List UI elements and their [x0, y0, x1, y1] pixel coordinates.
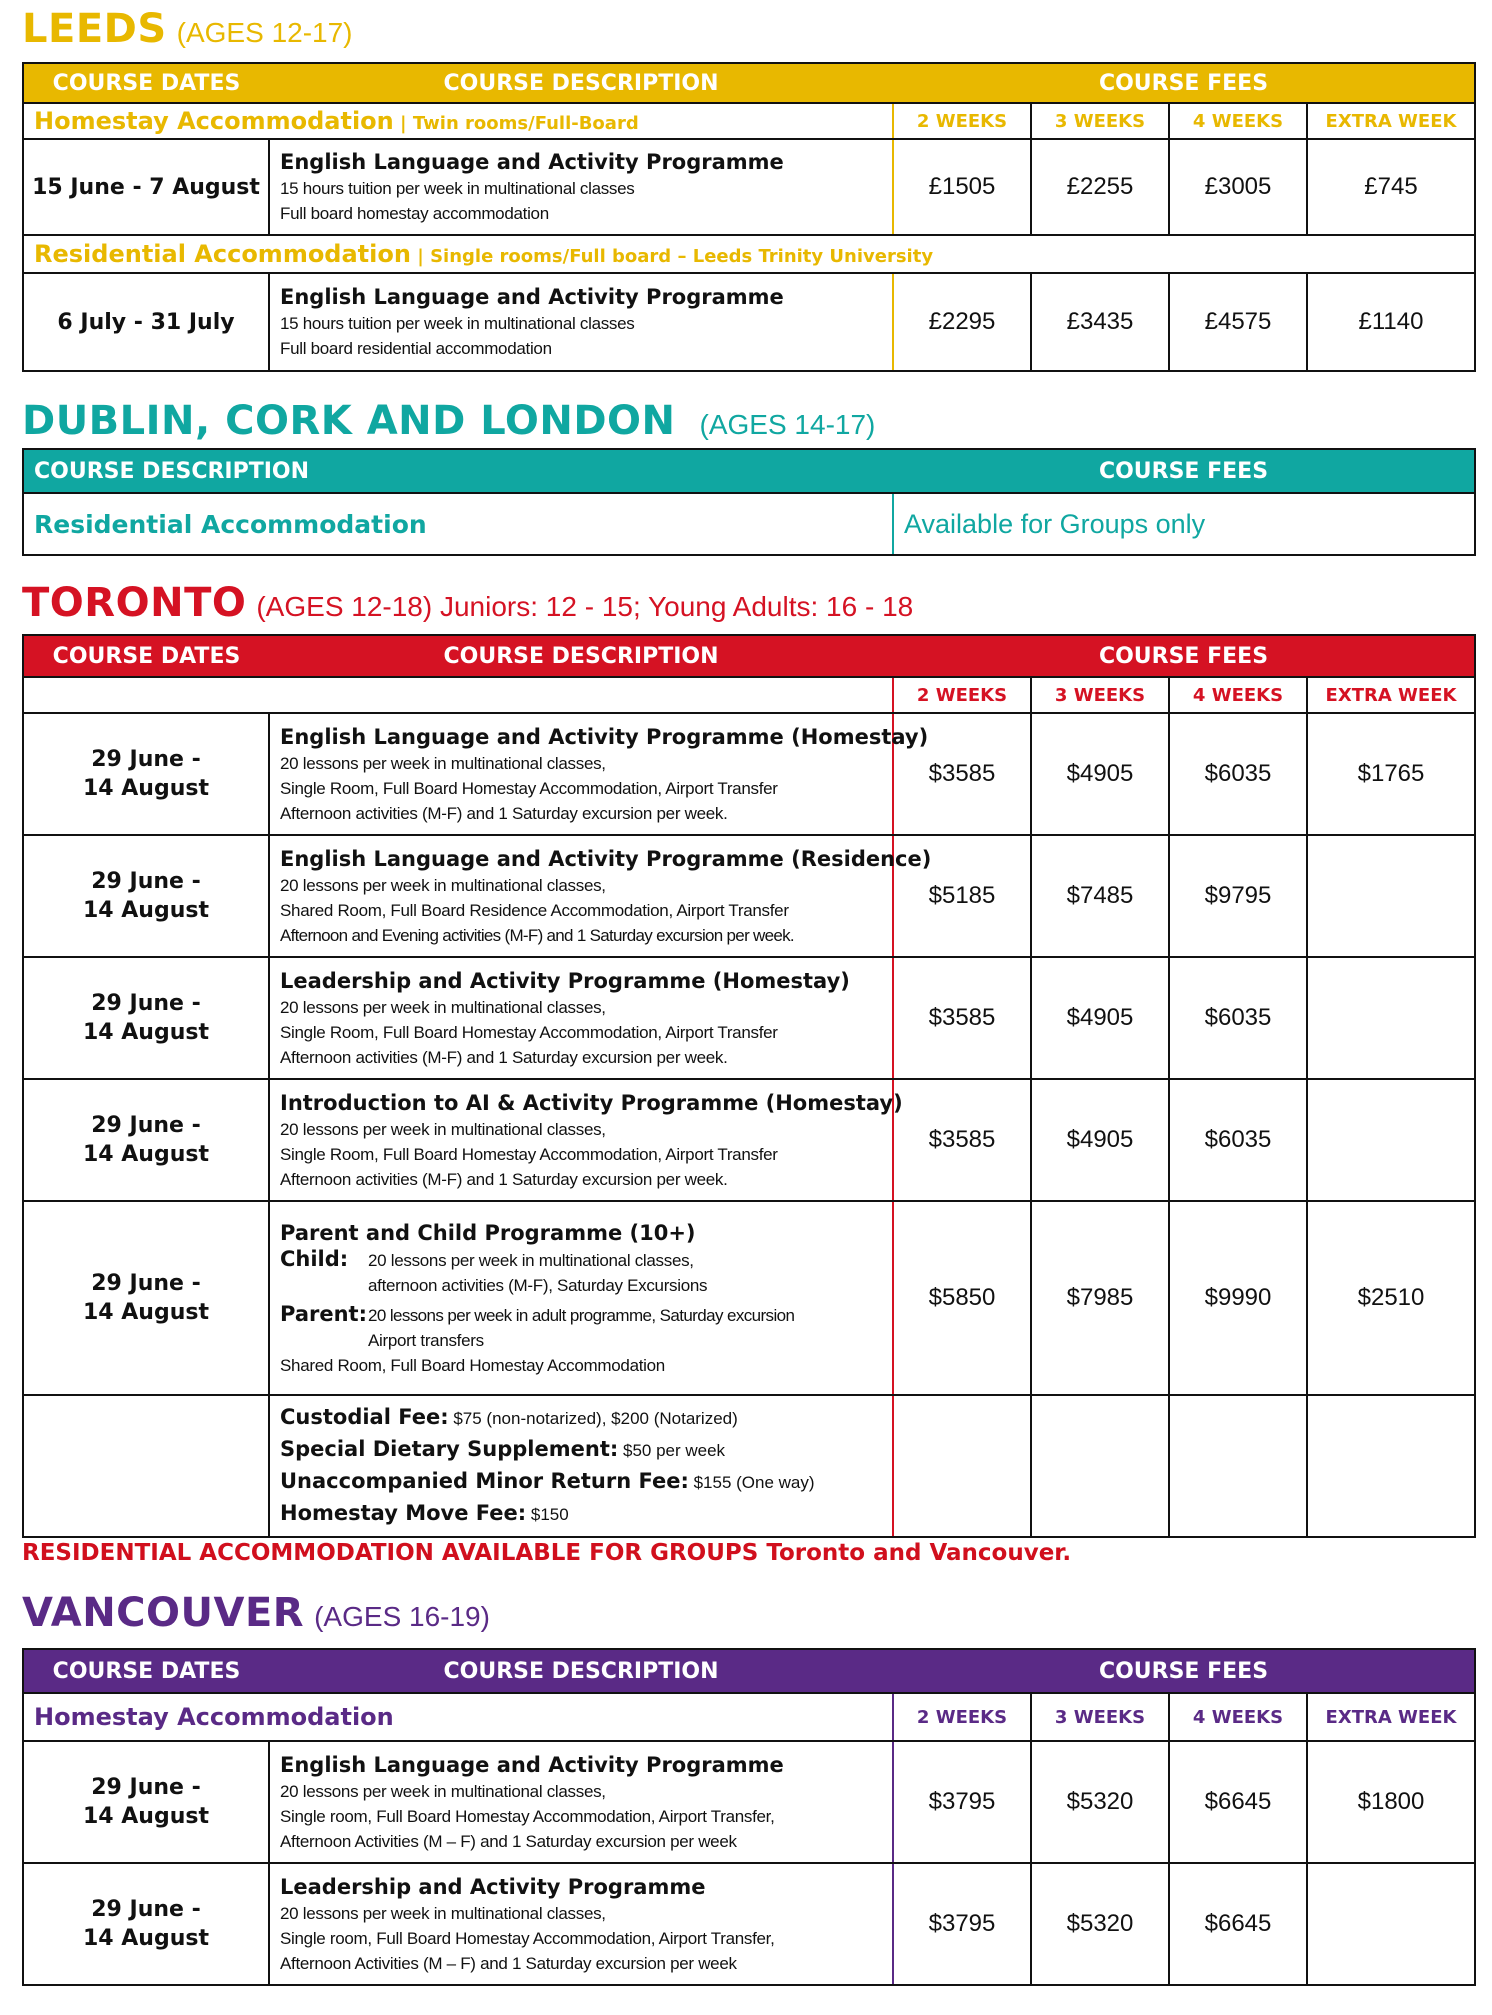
vancouver-row-2-dates: [23, 1863, 269, 1985]
fee-4-weeks: $6645: [1169, 1741, 1307, 1863]
leeds-residential-name: Residential Accommodation: [34, 240, 411, 268]
fee-2-weeks: $3795: [893, 1741, 1031, 1863]
toronto-extras-row: [23, 1395, 1475, 1537]
dublin-title: [22, 398, 875, 444]
leeds-homestay-label: [23, 103, 893, 139]
leeds-h-dates: COURSE DATES: [23, 63, 269, 103]
date-start: 29 June -: [91, 1897, 201, 1922]
dublin-row-value: Available for Groups only: [893, 493, 1475, 555]
toronto-row-3-desc: [269, 957, 893, 1079]
vancouver-h-dates: COURSE DATES: [23, 1649, 269, 1693]
fee-2-weeks: £1505: [893, 139, 1031, 235]
fee-2-weeks: $3585: [893, 957, 1031, 1079]
leeds-row-2-dates: 6 July - 31 July: [23, 273, 269, 371]
toronto-row-2: [23, 835, 1475, 957]
row-title: English Language and Activity Programme (Residence): [280, 846, 932, 871]
toronto-h-desc: COURSE DESCRIPTION: [269, 635, 893, 677]
date-end: 14 August: [83, 898, 209, 923]
parent-label: Parent:: [280, 1301, 367, 1326]
leeds-ages: (AGES 12-17): [176, 17, 353, 48]
date-end: 14 August: [83, 1926, 209, 1951]
extra-value: $150: [526, 1505, 569, 1524]
toronto-weeks-blank: [23, 677, 893, 713]
row-line: Full board homestay accommodation: [280, 204, 549, 223]
vancouver-h-desc: COURSE DESCRIPTION: [269, 1649, 893, 1693]
leeds-h-desc: COURSE DESCRIPTION: [269, 63, 893, 103]
fee-3-weeks: $4905: [1031, 1079, 1169, 1201]
parent-footer: Shared Room, Full Board Homestay Accommodation: [280, 1355, 665, 1375]
toronto-ages: (AGES 12-18) Juniors: 12 - 15; Young Adults: 16 - 18: [256, 591, 914, 622]
vancouver-week-3: 3 WEEKS: [1031, 1693, 1169, 1741]
fee-extra-week: $1765: [1307, 713, 1475, 835]
extra-homestay-move: [280, 1498, 884, 1530]
toronto-row-4: [23, 1079, 1475, 1201]
toronto-row-5-dates: [23, 1201, 269, 1395]
extra-label: Custodial Fee:: [280, 1405, 449, 1429]
vancouver-row-1-dates: [23, 1741, 269, 1863]
row-line: Single Room, Full Board Homestay Accommodation, Airport Transfer: [280, 1022, 778, 1042]
date-start: 29 June -: [91, 1775, 201, 1800]
parent-block: [280, 1302, 884, 1328]
child-line-2: afternoon activities (M-F), Saturday Excursions: [368, 1275, 708, 1295]
leeds-residential-detail: | Single rooms/Full board – Leeds Trinity University: [410, 246, 934, 267]
extra-dietary-supplement: [280, 1434, 884, 1466]
date-end: 14 August: [83, 776, 209, 801]
fee-3-weeks: $5320: [1031, 1741, 1169, 1863]
vancouver-homestay-label: Homestay Accommodation: [23, 1693, 893, 1741]
fee-extra-week: [1307, 1079, 1475, 1201]
leeds-row-2: [23, 273, 1475, 371]
vancouver-week-2: 2 WEEKS: [893, 1693, 1031, 1741]
toronto-h-dates: COURSE DATES: [23, 635, 269, 677]
row-line: 15 hours tuition per week in multinational classes: [280, 179, 635, 198]
row-line: Single room, Full Board Homestay Accommodation, Airport Transfer,: [280, 1928, 775, 1948]
vancouver-row-2: [23, 1863, 1475, 1985]
row-title: English Language and Activity Programme: [280, 1752, 784, 1777]
toronto-name: TORONTO: [22, 580, 247, 626]
fee-extra-week: $1800: [1307, 1741, 1475, 1863]
empty-cell: [1031, 1395, 1169, 1537]
child-block: [280, 1247, 884, 1273]
fee-3-weeks: £2255: [1031, 139, 1169, 235]
fee-2-weeks: $5850: [893, 1201, 1031, 1395]
row-line: 20 lessons per week in multinational classes,: [280, 875, 606, 895]
fee-extra-week: [1307, 835, 1475, 957]
date-end: 14 August: [83, 1300, 209, 1325]
row-line: Full board residential accommodation: [280, 339, 552, 358]
vancouver-homestay-row: [23, 1693, 1475, 1741]
fee-2-weeks: £2295: [893, 273, 1031, 371]
vancouver-week-extra: EXTRA WEEK: [1307, 1693, 1475, 1741]
toronto-weeks-row: [23, 677, 1475, 713]
date-start: 29 June -: [91, 747, 201, 772]
toronto-h-fees: COURSE FEES: [893, 635, 1475, 677]
dublin-header-row: [23, 449, 1475, 493]
leeds-week-extra: EXTRA WEEK: [1307, 103, 1475, 139]
row-line: Afternoon Activities (M – F) and 1 Saturday excursion per week: [280, 1831, 737, 1851]
child-line-1: 20 lessons per week in multinational classes,: [368, 1250, 694, 1270]
leeds-title: [22, 6, 353, 52]
vancouver-row-1: [23, 1741, 1475, 1863]
extra-value: $155 (One way): [688, 1473, 815, 1492]
toronto-row-2-desc: [269, 835, 932, 957]
date-start: 29 June -: [91, 869, 201, 894]
fee-2-weeks: $3585: [893, 713, 1031, 835]
fee-4-weeks: $6035: [1169, 713, 1307, 835]
leeds-homestay-detail: | Twin rooms/Full-Board: [393, 113, 639, 134]
fee-4-weeks: £4575: [1169, 273, 1307, 371]
date-end: 14 August: [83, 1142, 209, 1167]
leeds-week-3: 3 WEEKS: [1031, 103, 1169, 139]
toronto-row-4-desc: [269, 1079, 903, 1201]
empty-cell: [1307, 1395, 1475, 1537]
fee-3-weeks: $7485: [1031, 835, 1169, 957]
fee-2-weeks: $3585: [893, 1079, 1031, 1201]
parent-line-1: 20 lessons per week in adult programme, Saturday excursion: [368, 1305, 795, 1325]
child-label: Child:: [280, 1246, 349, 1271]
fee-extra-week: [1307, 957, 1475, 1079]
row-title: English Language and Activity Programme: [280, 150, 784, 174]
vancouver-ages: (AGES 16-19): [314, 1601, 490, 1632]
row-line: Afternoon and Evening activities (M-F) and 1 Saturday excursion per week.: [280, 925, 794, 945]
toronto-row-1-dates: [23, 713, 269, 835]
parent-line-2: Airport transfers: [368, 1330, 484, 1350]
leeds-homestay-row: [23, 103, 1475, 139]
row-line: Single Room, Full Board Homestay Accommodation, Airport Transfer: [280, 778, 778, 798]
date-start: 29 June -: [91, 1271, 201, 1296]
row-line: 20 lessons per week in multinational classes,: [280, 753, 606, 773]
leeds-row-1: [23, 139, 1475, 235]
vancouver-table: [22, 1648, 1476, 1986]
extra-value: $50 per week: [618, 1441, 726, 1460]
vancouver-header-row: [23, 1649, 1475, 1693]
vancouver-title: [22, 1590, 490, 1636]
toronto-week-2: 2 WEEKS: [893, 677, 1031, 713]
leeds-table: [22, 62, 1476, 372]
vancouver-name: VANCOUVER: [22, 1590, 305, 1636]
dublin-row: [23, 493, 1475, 555]
leeds-week-4: 4 WEEKS: [1169, 103, 1307, 139]
fee-extra-week: £1140: [1307, 273, 1475, 371]
row-title: English Language and Activity Programme: [280, 285, 784, 309]
dublin-table: [22, 448, 1476, 556]
fee-extra-week: $2510: [1307, 1201, 1475, 1395]
leeds-name: LEEDS: [22, 6, 167, 52]
fee-4-weeks: $9795: [1169, 835, 1307, 957]
vancouver-h-fees: COURSE FEES: [893, 1649, 1475, 1693]
vancouver-week-4: 4 WEEKS: [1169, 1693, 1307, 1741]
extra-custodial-fee: [280, 1402, 884, 1434]
leeds-homestay-name: Homestay Accommodation: [34, 107, 394, 135]
leeds-header-row: [23, 63, 1475, 103]
row-title: Introduction to AI & Activity Programme (Homestay): [280, 1090, 903, 1115]
leeds-residential-label: [23, 235, 1475, 273]
fee-4-weeks: $6645: [1169, 1863, 1307, 1985]
toronto-table: [22, 634, 1476, 1538]
dublin-h-fees: COURSE FEES: [893, 449, 1475, 493]
toronto-row-parent-child: [23, 1201, 1475, 1395]
toronto-extras-blank: [23, 1395, 269, 1537]
fee-extra-week: £745: [1307, 139, 1475, 235]
fee-4-weeks: $9990: [1169, 1201, 1307, 1395]
leeds-row-1-desc: [269, 139, 893, 235]
fee-3-weeks: $5320: [1031, 1863, 1169, 1985]
toronto-week-3: 3 WEEKS: [1031, 677, 1169, 713]
extra-unaccompanied-minor: [280, 1466, 884, 1498]
leeds-residential-row: [23, 235, 1475, 273]
dublin-h-desc: COURSE DESCRIPTION: [23, 449, 893, 493]
row-title: Parent and Child Programme (10+): [280, 1220, 696, 1245]
row-line: 20 lessons per week in multinational classes,: [280, 1781, 606, 1801]
empty-cell: [1169, 1395, 1307, 1537]
row-line: Afternoon Activities (M – F) and 1 Saturday excursion per week: [280, 1953, 737, 1973]
toronto-title: [22, 580, 913, 626]
fee-extra-week: [1307, 1863, 1475, 1985]
dublin-ages: (AGES 14-17): [699, 409, 876, 440]
fee-4-weeks: $6035: [1169, 957, 1307, 1079]
row-line: 15 hours tuition per week in multinational classes: [280, 314, 635, 333]
extra-label: Homestay Move Fee:: [280, 1501, 527, 1525]
leeds-week-2: 2 WEEKS: [893, 103, 1031, 139]
fee-3-weeks: $4905: [1031, 957, 1169, 1079]
date-end: 14 August: [83, 1804, 209, 1829]
toronto-week-extra: EXTRA WEEK: [1307, 677, 1475, 713]
toronto-row-3: [23, 957, 1475, 1079]
vancouver-row-1-desc: [269, 1741, 893, 1863]
vancouver-row-2-desc: [269, 1863, 893, 1985]
toronto-row-1: [23, 713, 1475, 835]
toronto-row-1-desc: [269, 713, 929, 835]
row-line: 20 lessons per week in multinational classes,: [280, 997, 606, 1017]
row-line: Single room, Full Board Homestay Accommodation, Airport Transfer,: [280, 1806, 775, 1826]
dublin-name: DUBLIN, CORK AND LONDON: [22, 398, 676, 444]
leeds-row-2-desc: [269, 273, 893, 371]
toronto-header-row: [23, 635, 1475, 677]
leeds-h-fees: COURSE FEES: [893, 63, 1475, 103]
fee-2-weeks: $3795: [893, 1863, 1031, 1985]
fee-3-weeks: £3435: [1031, 273, 1169, 371]
fee-4-weeks: £3005: [1169, 139, 1307, 235]
row-title: English Language and Activity Programme (Homestay): [280, 724, 929, 749]
toronto-row-5-desc: [269, 1201, 893, 1395]
extra-label: Special Dietary Supplement:: [280, 1437, 619, 1461]
fee-3-weeks: $7985: [1031, 1201, 1169, 1395]
empty-cell: [893, 1395, 1031, 1537]
extra-label: Unaccompanied Minor Return Fee:: [280, 1469, 689, 1493]
row-title: Leadership and Activity Programme (Homestay): [280, 968, 850, 993]
row-line: Afternoon activities (M-F) and 1 Saturday excursion per week.: [280, 1169, 728, 1189]
row-line: Afternoon activities (M-F) and 1 Saturday excursion per week.: [280, 803, 728, 823]
fee-2-weeks: $5185: [893, 835, 1031, 957]
row-line: Afternoon activities (M-F) and 1 Saturday excursion per week.: [280, 1047, 728, 1067]
fee-4-weeks: $6035: [1169, 1079, 1307, 1201]
toronto-extras: [269, 1395, 893, 1537]
date-end: 14 August: [83, 1020, 209, 1045]
leeds-row-1-dates: 15 June - 7 August: [23, 139, 269, 235]
row-line: Single Room, Full Board Homestay Accommodation, Airport Transfer: [280, 1144, 778, 1164]
toronto-row-4-dates: [23, 1079, 269, 1201]
extra-value: $75 (non-notarized), $200 (Notarized): [448, 1409, 738, 1428]
toronto-week-4: 4 WEEKS: [1169, 677, 1307, 713]
residential-groups-note: RESIDENTIAL ACCOMMODATION AVAILABLE FOR GROUPS Toronto and Vancouver.: [22, 1540, 1072, 1566]
date-start: 29 June -: [91, 1113, 201, 1138]
row-line: 20 lessons per week in multinational classes,: [280, 1119, 606, 1139]
dublin-row-label: Residential Accommodation: [23, 493, 893, 555]
row-line: 20 lessons per week in multinational classes,: [280, 1903, 606, 1923]
row-title: Leadership and Activity Programme: [280, 1874, 706, 1899]
row-line: Shared Room, Full Board Residence Accommodation, Airport Transfer: [280, 900, 789, 920]
toronto-row-2-dates: [23, 835, 269, 957]
fee-3-weeks: $4905: [1031, 713, 1169, 835]
toronto-row-3-dates: [23, 957, 269, 1079]
date-start: 29 June -: [91, 991, 201, 1016]
